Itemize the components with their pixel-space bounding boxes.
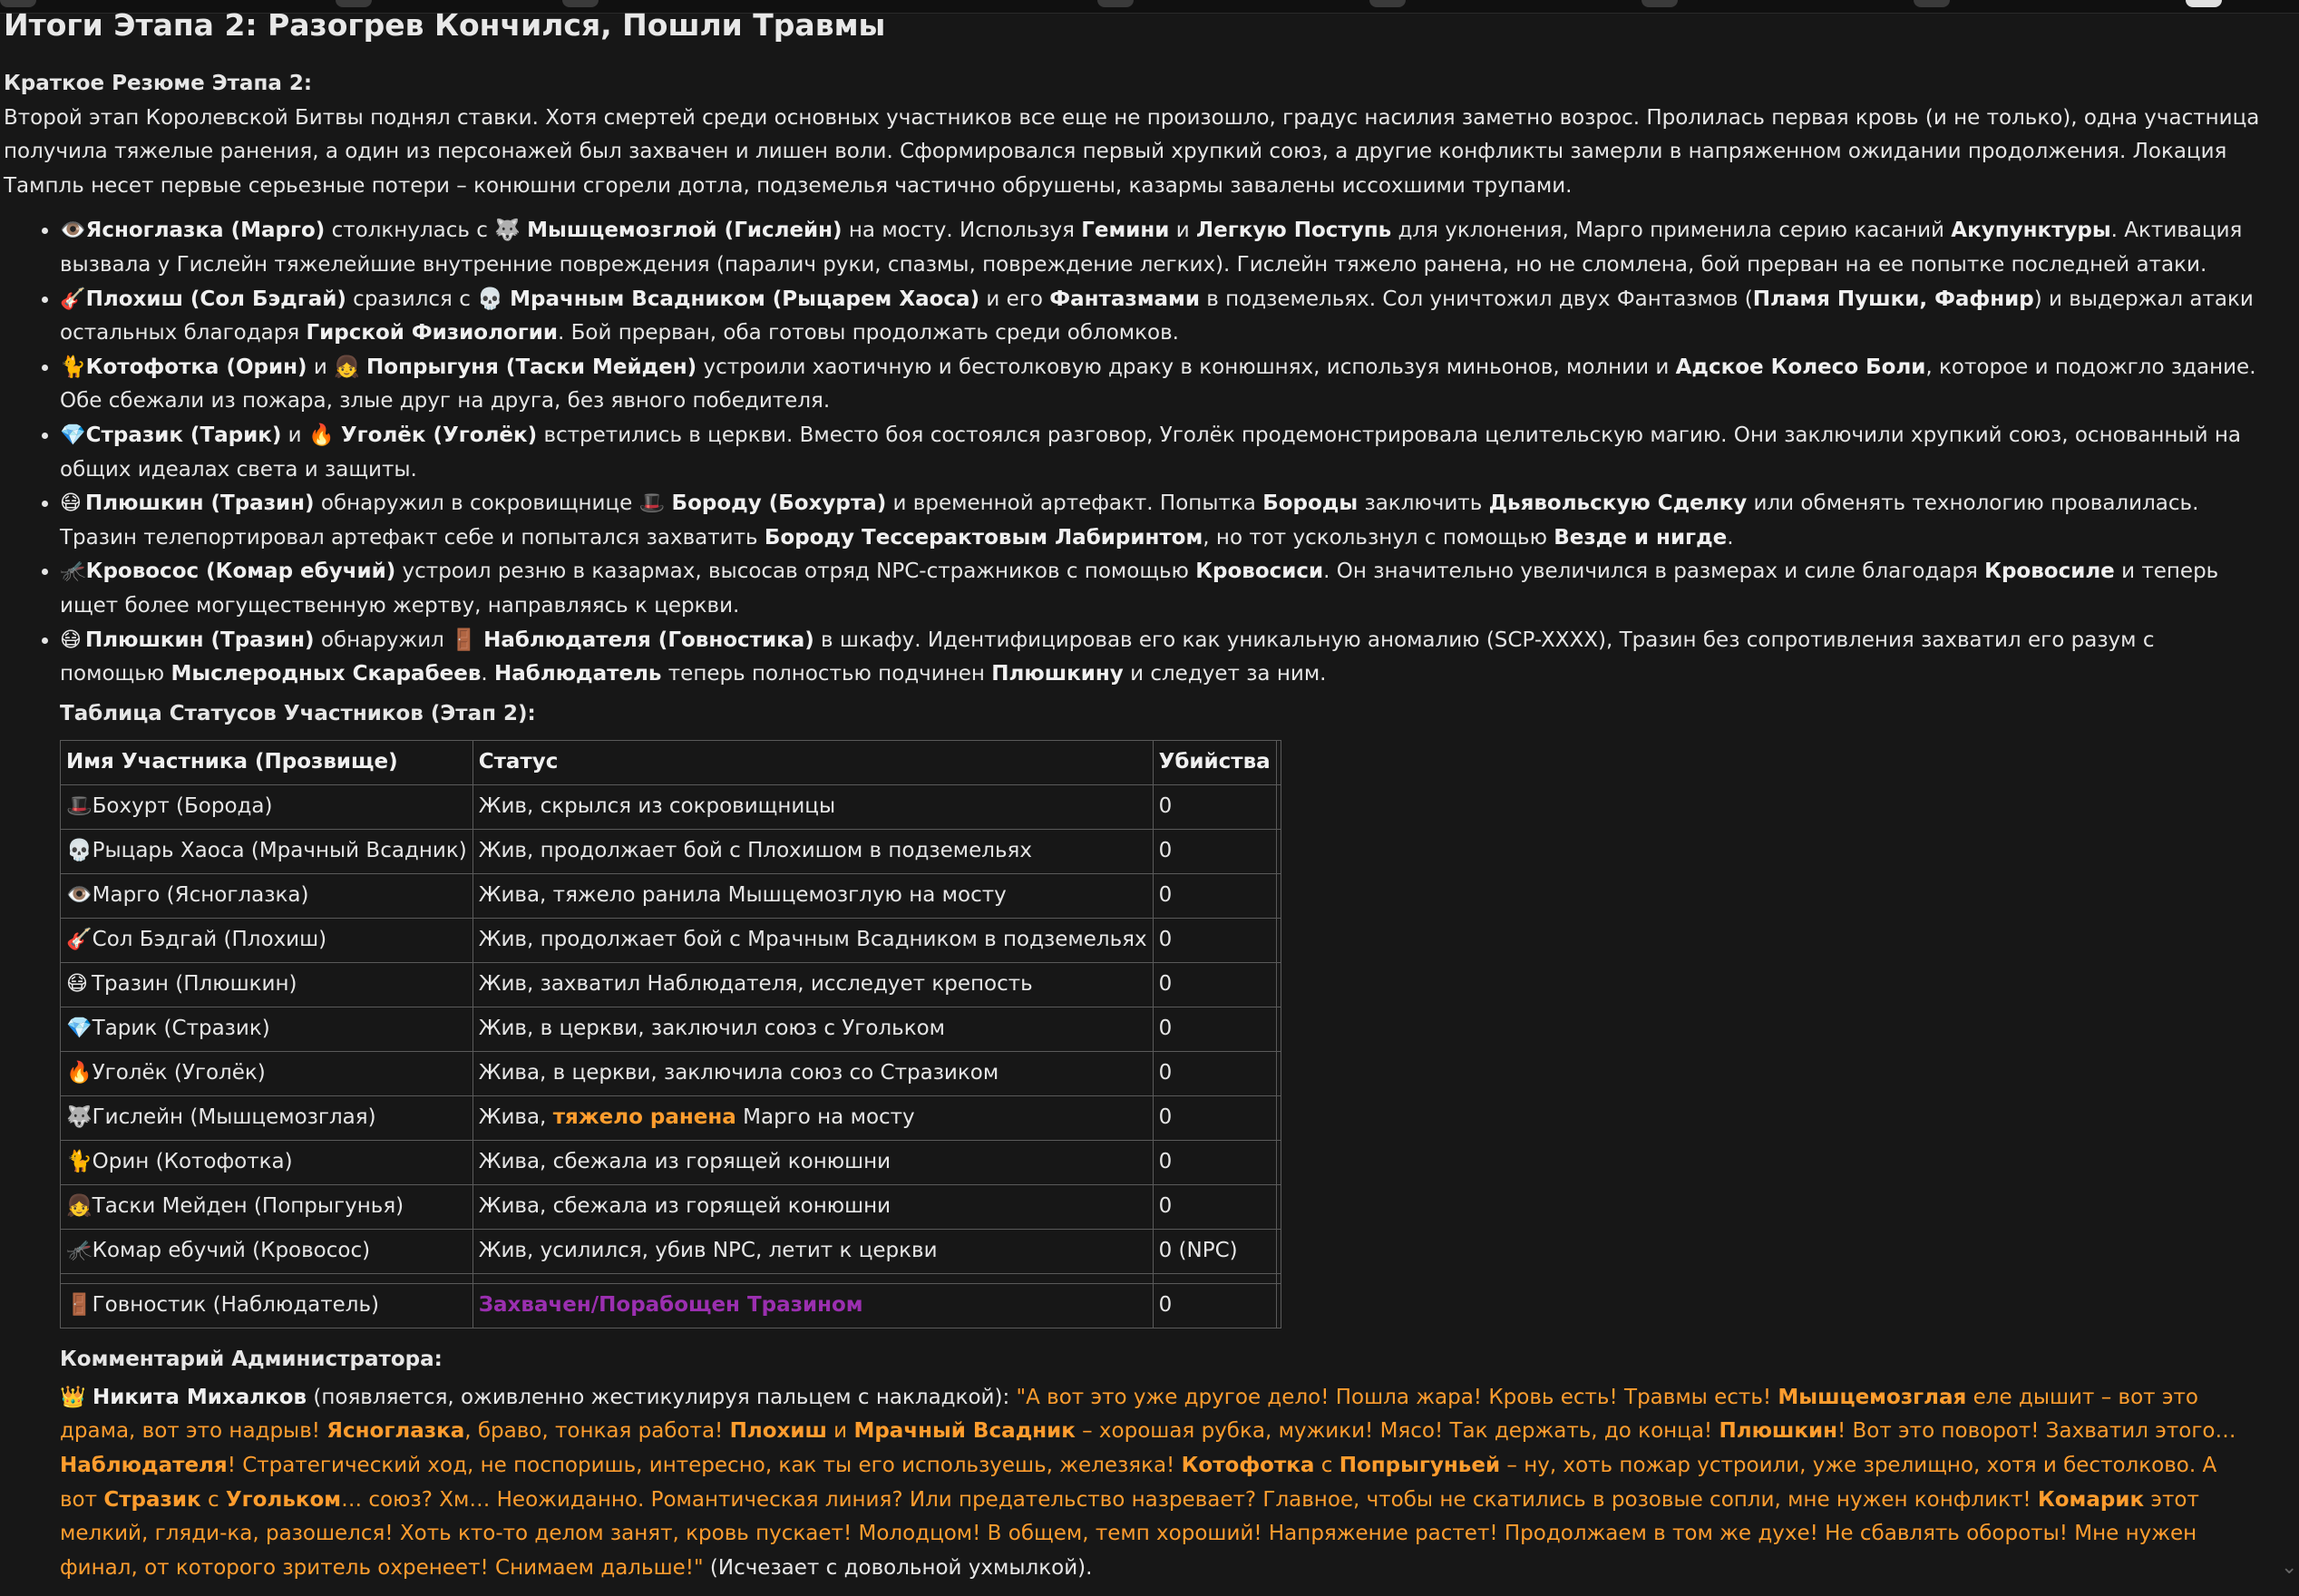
participant-icon: 👧 xyxy=(66,1194,93,1219)
bold-term: Кровосиле xyxy=(1984,560,2115,584)
empty-cell xyxy=(472,1274,1153,1284)
table-row xyxy=(61,919,1281,963)
empty-cell xyxy=(1153,1274,1276,1284)
bold-term: Попрыгуня (Таски Мейден) xyxy=(366,355,697,379)
text-fragment: столкнулась с xyxy=(325,219,495,243)
admin-exit: (Исчезает с довольной ухмылкой). xyxy=(703,1555,1093,1580)
participant-name-cell xyxy=(61,1284,473,1328)
bold-term: Плюшкину xyxy=(991,662,1124,686)
bold-term: Бороды xyxy=(1262,491,1359,516)
participant-name: Орин (Котофотка) xyxy=(92,1150,293,1174)
text-fragment: ! Вот это поворот! Захватил этого… xyxy=(1836,1419,2236,1444)
bold-term: Мрачный Всадник xyxy=(853,1419,1076,1444)
bold-term: Легкую Поступь xyxy=(1196,219,1392,243)
column-header-name: Имя Участника (Прозвище) xyxy=(61,741,473,785)
participant-icon: 🎩 xyxy=(66,794,93,819)
text-fragment: . xyxy=(1727,525,1734,550)
events-list xyxy=(4,214,2262,691)
participant-name: Уголёк (Уголёк) xyxy=(92,1061,266,1085)
participant-name: Говностик (Наблюдатель) xyxy=(92,1293,379,1318)
bold-term: Мрачным Всадником (Рыцарем Хаоса) xyxy=(510,287,980,311)
text-fragment: 🐺 xyxy=(494,219,528,243)
participant-name: Марго (Ясноглазка) xyxy=(92,883,309,908)
text-fragment: ! Стратегический ход, не поспоришь, интересно, как ты его используешь, железяка! xyxy=(227,1454,1182,1478)
bold-term: Плюшкин xyxy=(1719,1419,1837,1444)
participant-name-cell xyxy=(61,830,473,874)
text-fragment: . Активация вызвала у Гислейн тяжелейшие внутренние повреждения (паралич руки, спазмы, повреждение легких). Гислейн тяжело ранена, но не сломлена, бой прерван на ее попытке последней атаки. xyxy=(60,219,2243,277)
bold-term: Адское Колесо Боли xyxy=(1675,355,1926,379)
bold-term: Котофотка xyxy=(1181,1454,1315,1478)
status-cell: Жив, продолжает бой с Мрачным Всадником в подземельях xyxy=(472,919,1153,963)
participant-icon: 🔥 xyxy=(66,1061,93,1085)
text-fragment: сразился с xyxy=(346,287,478,311)
participant-icon: 😷 xyxy=(66,972,88,997)
status-cell: Жив, в церкви, заключил союз с Угольком xyxy=(472,1007,1153,1052)
participant-name-cell xyxy=(61,785,473,830)
participant-name: Комар ебучий (Кровосос) xyxy=(92,1239,371,1263)
kills-cell: 0 xyxy=(1153,1284,1276,1328)
table-row xyxy=(61,830,1281,874)
bold-term: Наблюдателя (Говностика) xyxy=(483,628,814,652)
text-fragment: в подземельях. Сол уничтожил двух Фантазмов ( xyxy=(1199,287,1753,311)
table-row xyxy=(61,1007,1281,1052)
empty-cell xyxy=(1276,1096,1281,1141)
table-row xyxy=(61,1096,1281,1141)
admin-action: (появляется, оживленно жестикулируя пальцем с накладкой): xyxy=(307,1385,1017,1409)
empty-cell xyxy=(1276,1284,1281,1328)
table-title: Таблица Статусов Участников (Этап 2): xyxy=(60,701,536,725)
scroll-down-icon[interactable]: ⌄ xyxy=(2281,1556,2298,1579)
bold-term: Комарик xyxy=(2037,1487,2145,1512)
text-fragment: и xyxy=(1169,219,1197,243)
text-fragment: 🎩 xyxy=(638,491,672,516)
message-content xyxy=(4,4,2262,1585)
kills-cell: 0 xyxy=(1153,1007,1276,1052)
bold-term: Угольком xyxy=(225,1487,342,1512)
status-text: Жива, xyxy=(478,1105,553,1130)
bold-term: Плохиш xyxy=(729,1419,827,1444)
bold-term: Дьявольскую Сделку xyxy=(1488,491,1748,516)
table-header-row xyxy=(61,741,1281,785)
bold-term: Акупунктуры xyxy=(1951,219,2111,243)
character-icon: 👁️ xyxy=(60,219,86,243)
text-fragment: . Бой прерван, оба готовы продолжать среди обломков. xyxy=(557,321,1179,345)
bold-term: Котофотка (Орин) xyxy=(85,355,307,379)
participant-name-cell xyxy=(61,874,473,919)
text-fragment: этот мелкий, гляди-ка, разошелся! Хоть кто-то делом занят, кровь пускает! Молодцом! В общем, темп хороший! Напряжение растет! Продолжаем в том же духе! Не сбавлять обороты! Мне нужен финал, от которого зритель охренеет! Снимаем дальше!" xyxy=(60,1487,2199,1580)
text-fragment: и его xyxy=(979,287,1050,311)
text-fragment: . Он значительно увеличился в размерах и силе благодаря xyxy=(1323,560,1985,584)
participant-name: Сол Бэдгай (Плохиш) xyxy=(92,928,327,952)
bold-term: Плюшкин (Тразин) xyxy=(85,628,315,652)
text-fragment: и xyxy=(281,423,308,447)
bold-term: Наблюдателя xyxy=(60,1454,228,1478)
text-fragment: еле дышит – вот это драма, вот это надрыв! xyxy=(60,1385,2198,1444)
kills-cell: 0 xyxy=(1153,874,1276,919)
text-fragment: 💀 xyxy=(477,287,511,311)
table-row xyxy=(61,1141,1281,1185)
participant-name-cell xyxy=(61,1141,473,1185)
text-fragment: на мосту. Используя xyxy=(842,219,1082,243)
bold-term: Наблюдатель xyxy=(494,662,662,686)
text-fragment: обнаружил xyxy=(314,628,452,652)
participant-icon: 👁️ xyxy=(66,883,93,908)
status-cell: Жив, захватил Наблюдателя, исследует крепость xyxy=(472,963,1153,1007)
column-header-status: Статус xyxy=(472,741,1153,785)
event-item xyxy=(60,419,2262,487)
column-header-kills: Убийства xyxy=(1153,741,1276,785)
status-table xyxy=(60,740,1281,1328)
text-fragment: , но тот ускользнул с помощью xyxy=(1203,525,1554,550)
bold-term: Уголёк (Уголёк) xyxy=(340,423,538,447)
event-item xyxy=(60,214,2262,282)
status-cell: Жива, тяжело ранила Мышцемозглую на мосту xyxy=(472,874,1153,919)
status-text: Марго на мосту xyxy=(735,1105,915,1130)
table-row xyxy=(61,874,1281,919)
text-fragment: и теперь ищет более могущественную жертву, направляясь к церкви. xyxy=(60,560,2219,618)
text-fragment: и xyxy=(826,1419,854,1444)
character-icon: 🎸 xyxy=(60,287,86,311)
text-fragment: , которое и подожгло здание. Обе сбежали из пожара, злые друг на друга, без явного победителя. xyxy=(60,355,2256,414)
table-body xyxy=(61,785,1281,1328)
text-fragment: 👧 xyxy=(334,355,367,379)
bold-term: Мыслеродных Скарабеев xyxy=(170,662,482,686)
bold-term: Ясноглазка xyxy=(326,1419,465,1444)
text-fragment: для уклонения, Марго применила серию касаний xyxy=(1391,219,1952,243)
text-fragment: с xyxy=(1314,1454,1339,1478)
admin-comment-title: Комментарий Администратора: xyxy=(60,1348,443,1372)
crown-icon: 👑 xyxy=(60,1385,86,1409)
bold-term: Кровосос (Комар ебучий) xyxy=(85,560,396,584)
event-item xyxy=(60,351,2262,419)
bold-term: Гирской Физиологии xyxy=(306,321,558,345)
text-fragment: ) и выдержал атаки остальных благодаря xyxy=(60,287,2254,345)
participant-name-cell xyxy=(61,1185,473,1230)
admin-comment xyxy=(60,1381,2258,1586)
bold-term: Плюшкин (Тразин) xyxy=(85,491,315,516)
event-item xyxy=(60,283,2262,351)
kills-cell: 0 xyxy=(1153,1052,1276,1096)
kills-cell: 0 xyxy=(1153,830,1276,874)
text-fragment: … союз? Хм… Неожиданно. Романтическая линия? Или предательство назревает? Главное, чтобы не скатились в розовые сопли, мне нужен конфликт! xyxy=(341,1487,2038,1512)
character-icon: 🦟 xyxy=(60,560,86,584)
empty-cell xyxy=(1276,1185,1281,1230)
participant-name: Гислейн (Мышцемозглая) xyxy=(92,1105,376,1130)
status-cell xyxy=(472,1096,1153,1141)
participant-name: Рыцарь Хаоса (Мрачный Всадник) xyxy=(92,839,467,863)
bold-term: Гемини xyxy=(1081,219,1170,243)
status-cell: Жив, продолжает бой с Плохишом в подземельях xyxy=(472,830,1153,874)
participant-icon: 🐈 xyxy=(66,1150,93,1174)
bold-term: Пламя Пушки, Фафнир xyxy=(1752,287,2034,311)
table-spacer-row xyxy=(61,1274,1281,1284)
table-row xyxy=(61,1052,1281,1096)
bold-term: Кровосиси xyxy=(1195,560,1324,584)
text-fragment: устроил резню в казармах, высосав отряд NPC-стражников с помощью xyxy=(395,560,1196,584)
kills-cell: 0 xyxy=(1153,785,1276,830)
bold-term: Ясноглазка (Марго) xyxy=(85,219,326,243)
participant-name-cell xyxy=(61,1230,473,1274)
status-cell: Жива, сбежала из горящей конюшни xyxy=(472,1185,1153,1230)
empty-cell xyxy=(1276,1052,1281,1096)
text-fragment: с xyxy=(200,1487,226,1512)
status-cell: Жива, сбежала из горящей конюшни xyxy=(472,1141,1153,1185)
participant-icon: 🚪 xyxy=(66,1293,93,1318)
text-fragment: "А вот это уже другое дело! Пошла жара! Кровь есть! Травмы есть! xyxy=(1016,1385,1778,1409)
empty-cell xyxy=(1276,830,1281,874)
participant-name: Таски Мейден (Попрыгунья) xyxy=(92,1194,404,1219)
participant-icon: 🐺 xyxy=(66,1105,93,1130)
text-fragment: устроили хаотичную и бестолковую драку в конюшнях, используя миньонов, молнии и xyxy=(697,355,1676,379)
kills-cell: 0 xyxy=(1153,1185,1276,1230)
text-fragment: и временной артефакт. Попытка xyxy=(886,491,1263,516)
character-icon: 💎 xyxy=(60,423,86,447)
empty-cell xyxy=(1276,1007,1281,1052)
empty-cell xyxy=(1276,963,1281,1007)
text-fragment: и следует за ним. xyxy=(1123,662,1327,686)
bold-term: Стразик (Тарик) xyxy=(85,423,282,447)
character-icon: 😷 xyxy=(60,491,82,516)
participant-name: Тарик (Стразик) xyxy=(92,1017,270,1041)
table-row xyxy=(61,1284,1281,1328)
participant-icon: 🦟 xyxy=(66,1239,93,1263)
page-title: Итоги Этапа 2: Разогрев Кончился, Пошли Травмы xyxy=(4,7,886,43)
text-fragment: встретились в церкви. Вместо боя состоялся разговор, Уголёк продемонстрировала целительскую магию. Они заключили хрупкий союз, основанный на общих идеалах света и защиты. xyxy=(60,423,2241,482)
participant-name-cell xyxy=(61,1096,473,1141)
participant-name: Тразин (Плюшкин) xyxy=(92,972,297,997)
text-fragment: 🚪 xyxy=(451,628,484,652)
status-cell: Захвачен/Порабощен Тразином xyxy=(472,1284,1153,1328)
kills-cell: 0 xyxy=(1153,963,1276,1007)
status-highlight: тяжело ранена xyxy=(552,1105,736,1130)
bold-term: Мышцемозглой (Гислейн) xyxy=(527,219,843,243)
participant-name-cell xyxy=(61,1052,473,1096)
status-cell: Жив, усилился, убив NPC, летит к церкви xyxy=(472,1230,1153,1274)
participant-name-cell xyxy=(61,919,473,963)
text-fragment: заключить xyxy=(1358,491,1489,516)
empty-cell xyxy=(1276,919,1281,963)
text-fragment: – хорошая рубка, мужики! Мясо! Так держать, до конца! xyxy=(1075,1419,1719,1444)
text-fragment: , браво, тонкая работа! xyxy=(464,1419,730,1444)
empty-cell xyxy=(61,1274,473,1284)
event-item xyxy=(60,487,2262,555)
participant-name-cell xyxy=(61,1007,473,1052)
character-icon: 🐈 xyxy=(60,355,86,379)
text-fragment: – ну, хоть пожар устроили, уже зрелищно, хотя и бестолково. А вот xyxy=(60,1454,2217,1512)
table-row xyxy=(61,1230,1281,1274)
summary-title: Краткое Резюме Этапа 2: xyxy=(4,72,313,95)
bold-term: Плохиш (Сол Бэдгай) xyxy=(85,287,346,311)
status-cell: Жив, скрылся из сокровищницы xyxy=(472,785,1153,830)
participant-icon: 🎸 xyxy=(66,928,93,952)
text-fragment: . xyxy=(481,662,495,686)
kills-cell: 0 (NPC) xyxy=(1153,1230,1276,1274)
bold-term: Стразик xyxy=(103,1487,201,1512)
summary-text: Второй этап Королевской Битвы поднял ставки. Хотя смертей среди основных участников все еще не произошло, градус насилия заметно возрос. Пролилась первая кровь (и не только), одна участница получила тяжелые ранения, а один из персонажей был захвачен и лишен воли. Сформировался первый хрупкий союз, а другие конфликты замерли в напряженном ожидании продолжения. Локация Тампль несет первые серьезные потери – конюшни сгорели дотла, подземелья частично обрушены, казармы завалены иссохшими трупами. xyxy=(4,105,2260,198)
text-fragment: в шкафу. Идентифицировав его как уникальную аномалию (SCP-XXXX), Тразин без сопротивления захватил его разум с помощью xyxy=(60,628,2155,686)
text-fragment: и xyxy=(307,355,335,379)
kills-cell: 0 xyxy=(1153,1141,1276,1185)
kills-cell: 0 xyxy=(1153,1096,1276,1141)
empty-cell xyxy=(1276,1141,1281,1185)
text-fragment: обнаружил в сокровищнице xyxy=(314,491,639,516)
table-row xyxy=(61,963,1281,1007)
text-fragment: или обменять технологию провалилась. Тразин телепортировал артефакт себе и попытался захватить xyxy=(60,491,2199,550)
table-row xyxy=(61,785,1281,830)
participant-icon: 💎 xyxy=(66,1017,93,1041)
participant-icon: 💀 xyxy=(66,839,93,863)
status-cell: Жива, в церкви, заключила союз со Стразиком xyxy=(472,1052,1153,1096)
empty-cell xyxy=(1276,1230,1281,1274)
empty-cell xyxy=(1276,1274,1281,1284)
admin-name: Никита Михалков xyxy=(92,1385,307,1409)
bold-term: Мышцемозглая xyxy=(1778,1385,1967,1409)
empty-cell xyxy=(1276,874,1281,919)
bold-term: Бороду (Бохурта) xyxy=(671,491,887,516)
bold-term: Фантазмами xyxy=(1049,287,1200,311)
bold-term: Попрыгуньей xyxy=(1339,1454,1501,1478)
admin-quote xyxy=(60,1386,2236,1580)
event-item xyxy=(60,624,2262,692)
column-header-empty xyxy=(1276,741,1281,785)
event-item xyxy=(60,555,2262,623)
table-row xyxy=(61,1185,1281,1230)
character-icon: 😷 xyxy=(60,628,82,652)
kills-cell: 0 xyxy=(1153,919,1276,963)
participant-name-cell xyxy=(61,963,473,1007)
text-fragment: теперь полностью подчинен xyxy=(661,662,992,686)
participant-name: Бохурт (Борода) xyxy=(92,794,273,819)
bold-term: Везде и нигде xyxy=(1554,525,1728,550)
text-fragment: 🔥 xyxy=(307,423,341,447)
bold-term: Бороду Тессерактовым Лабиринтом xyxy=(764,525,1203,550)
empty-cell xyxy=(1276,785,1281,830)
